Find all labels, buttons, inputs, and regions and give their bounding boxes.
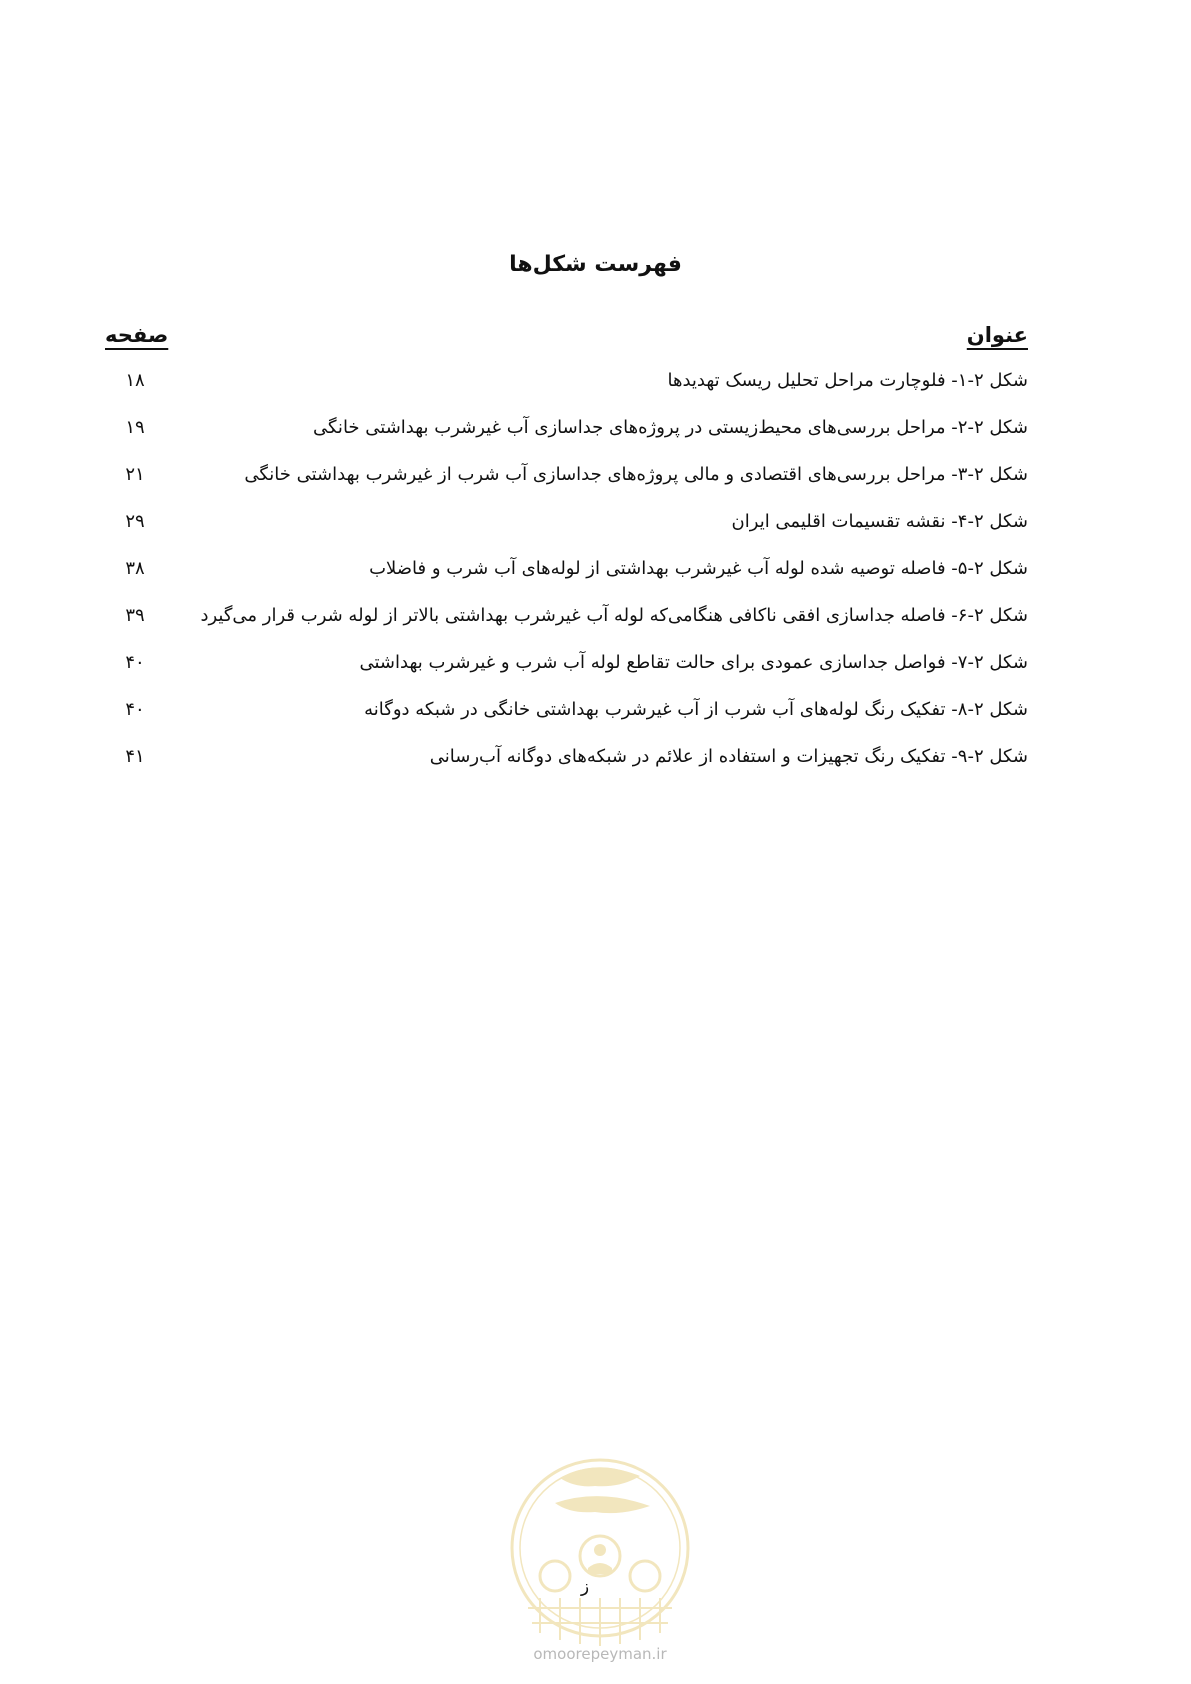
page-title: فهرست شکل‌ها <box>509 252 682 277</box>
toc-entry-title: شکل ۲-۶- فاصله جداسازی افقی ناکافی هنگامی‌که لوله آب غیرشرب بهداشتی بالاتر از لوله شرب قرار می‌گیرد <box>200 605 1028 626</box>
page-number: ز <box>580 1577 590 1597</box>
toc-entry-title: شکل ۲-۸- تفکیک رنگ لوله‌های آب شرب از آب غیرشرب بهداشتی خانگی در شبکه دوگانه <box>364 699 1028 720</box>
toc-entry[interactable] <box>105 413 1028 460</box>
toc-entry[interactable] <box>105 507 1028 554</box>
toc-entry-title: شکل ۲-۷- فواصل جداسازی عمودی برای حالت تقاطع لوله آب شرب و غیرشرب بهداشتی <box>359 652 1028 673</box>
toc-entry-title: شکل ۲-۱- فلوچارت مراحل تحلیل ریسک تهدیدها <box>667 370 1028 391</box>
figure-list <box>105 366 1028 789</box>
toc-entry-page: ۴۰ <box>125 699 145 720</box>
toc-entry-page: ۱۹ <box>125 417 145 438</box>
toc-entry-title: شکل ۲-۳- مراحل بررسی‌های اقتصادی و مالی پروژه‌های جداسازی آب شرب از غیرشرب بهداشتی خانگی <box>244 464 1028 485</box>
toc-entry-page: ۴۱ <box>125 746 145 767</box>
watermark-url: omoorepeyman.ir <box>533 1645 667 1663</box>
toc-entry-title: شکل ۲-۲- مراحل بررسی‌های محیط‌زیستی در پروژه‌های جداسازی آب غیرشرب بهداشتی خانگی <box>312 417 1028 438</box>
toc-entry-title: شکل ۲-۵- فاصله توصیه شده لوله آب غیرشرب بهداشتی از لوله‌های آب شرب و فاضلاب <box>369 558 1028 579</box>
toc-entry[interactable] <box>105 460 1028 507</box>
toc-entry[interactable] <box>105 601 1028 648</box>
toc-header <box>105 323 1028 353</box>
toc-entry[interactable] <box>105 695 1028 742</box>
toc-entry-page: ۲۱ <box>125 464 145 485</box>
toc-entry[interactable] <box>105 742 1028 789</box>
toc-entry[interactable] <box>105 554 1028 601</box>
watermark-logo <box>500 1448 700 1668</box>
toc-entry[interactable] <box>105 648 1028 695</box>
toc-entry-page: ۳۹ <box>125 605 145 626</box>
toc-entry-title: شکل ۲-۹- تفکیک رنگ تجهیزات و استفاده از علائم در شبکه‌های دوگانه آب‌رسانی <box>429 746 1028 767</box>
toc-entry[interactable] <box>105 366 1028 413</box>
toc-entry-page: ۱۸ <box>125 370 145 391</box>
toc-entry-page: ۴۰ <box>125 652 145 673</box>
column-page-heading: صفحه <box>105 323 169 347</box>
column-title-heading: عنوان <box>966 323 1028 347</box>
toc-entry-page: ۲۹ <box>125 511 145 532</box>
toc-entry-title: شکل ۲-۴- نقشه تقسیمات اقلیمی ایران <box>731 511 1028 532</box>
toc-entry-page: ۳۸ <box>125 558 145 579</box>
